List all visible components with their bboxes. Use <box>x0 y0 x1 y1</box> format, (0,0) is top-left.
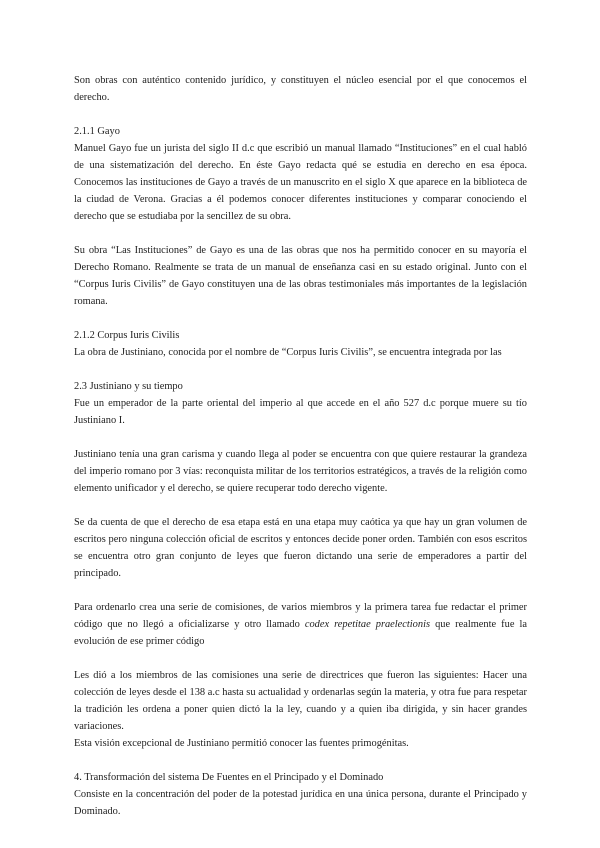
justiniano-paragraph-1: Fue un emperador de la parte oriental del imperio al que accede en el año 527 d.c porque muere su tío Justiniano I. <box>74 398 527 426</box>
codex-title-italic: codex repetitae praelectionis <box>304 619 431 630</box>
section-heading-gayo: 2.1.1 Gayo <box>74 126 120 137</box>
justiniano-paragraph-2: Justiniano tenía una gran carisma y cuando llega al poder se encuentra con que quiere restaurar la grandeza del imperio romano por 3 vías: reconquista militar de los territorios estratégicos, a través de la religión como elemento unificador y el derecho, se quiere recuperar todo derecho vigente. <box>74 449 527 494</box>
section-heading-corpus: 2.1.2 Corpus Iuris Civilis <box>74 330 180 341</box>
paragraph-4-text-before: Para ordenarlo crea una serie de comisiones, de varios miembros y la primera tarea fue redactar el primer código que no llegó a oficializarse y otro llamado <box>74 602 527 630</box>
justiniano-paragraph-6: Esta visión excepcional de Justiniano permitió conocer las fuentes primogénitas. <box>74 738 409 749</box>
paragraph-4-text-after: que realmente fue la evolución de ese primer código <box>74 619 528 647</box>
transformacion-paragraph-1: Consiste en la concentración del poder de la potestad jurídica en una única persona, durante el Principado y Dominado. <box>74 789 527 817</box>
document-body <box>74 72 527 837</box>
justiniano-paragraph-4 <box>74 599 527 650</box>
section-heading-transformacion: 4. Transformación del sistema De Fuentes en el Principado y el Dominado <box>74 772 384 783</box>
gayo-paragraph-2: Su obra “Las Instituciones” de Gayo es una de las obras que nos ha permitido conocer en su mayoría el Derecho Romano. Realmente se trata de un manual de enseñanza casi en su estado original. Junto con el “Corpus Iuris Civilis” de Gayo constituyen una de las obras testimoniales más importantes de la legislación romana. <box>74 245 527 307</box>
gayo-paragraph-1: Manuel Gayo fue un jurista del siglo II d.c que escribió un manual llamado “Instituciones” en el cual habló de una sistematización del derecho. En éste Gayo redacta qué se estudia en derecho en esa época. Conocemos las instituciones de Gayo a través de un manuscrito en el siglo X que aparece en la biblioteca de la ciudad de Verona. Gracias a él podemos conocer diferentes instituciones y comparar conociendo el derecho que se estudiaba por la sencillez de su obra. <box>74 143 527 222</box>
intro-paragraph: Son obras con auténtico contenido jurídico, y constituyen el núcleo esencial por el que conocemos el derecho. <box>74 75 527 103</box>
justiniano-paragraph-3: Se da cuenta de que el derecho de esa etapa está en una etapa muy caótica ya que hay un gran volumen de escritos pero ninguna colección oficial de escritos y entonces decide poner orden. También con esos escritos se encuentra otro gran conjunto de leyes que fueron dictando una serie de emperadores a partir del principado. <box>74 517 527 579</box>
corpus-paragraph-1: La obra de Justiniano, conocida por el nombre de “Corpus Iuris Civilis”, se encuentra integrada por las <box>74 347 502 358</box>
section-heading-justiniano: 2.3 Justiniano y su tiempo <box>74 381 183 392</box>
justiniano-paragraph-5: Les dió a los miembros de las comisiones una serie de directrices que fueron las siguientes: Hacer una colección de leyes desde el 138 a.c hasta su actualidad y ordenarlas según la materia, y otra fue para respetar la tradición les ordena a poner quien dictó la la ley, cuando y a quien iba dirigida, y sin hacer grandes variaciones. <box>74 670 527 732</box>
